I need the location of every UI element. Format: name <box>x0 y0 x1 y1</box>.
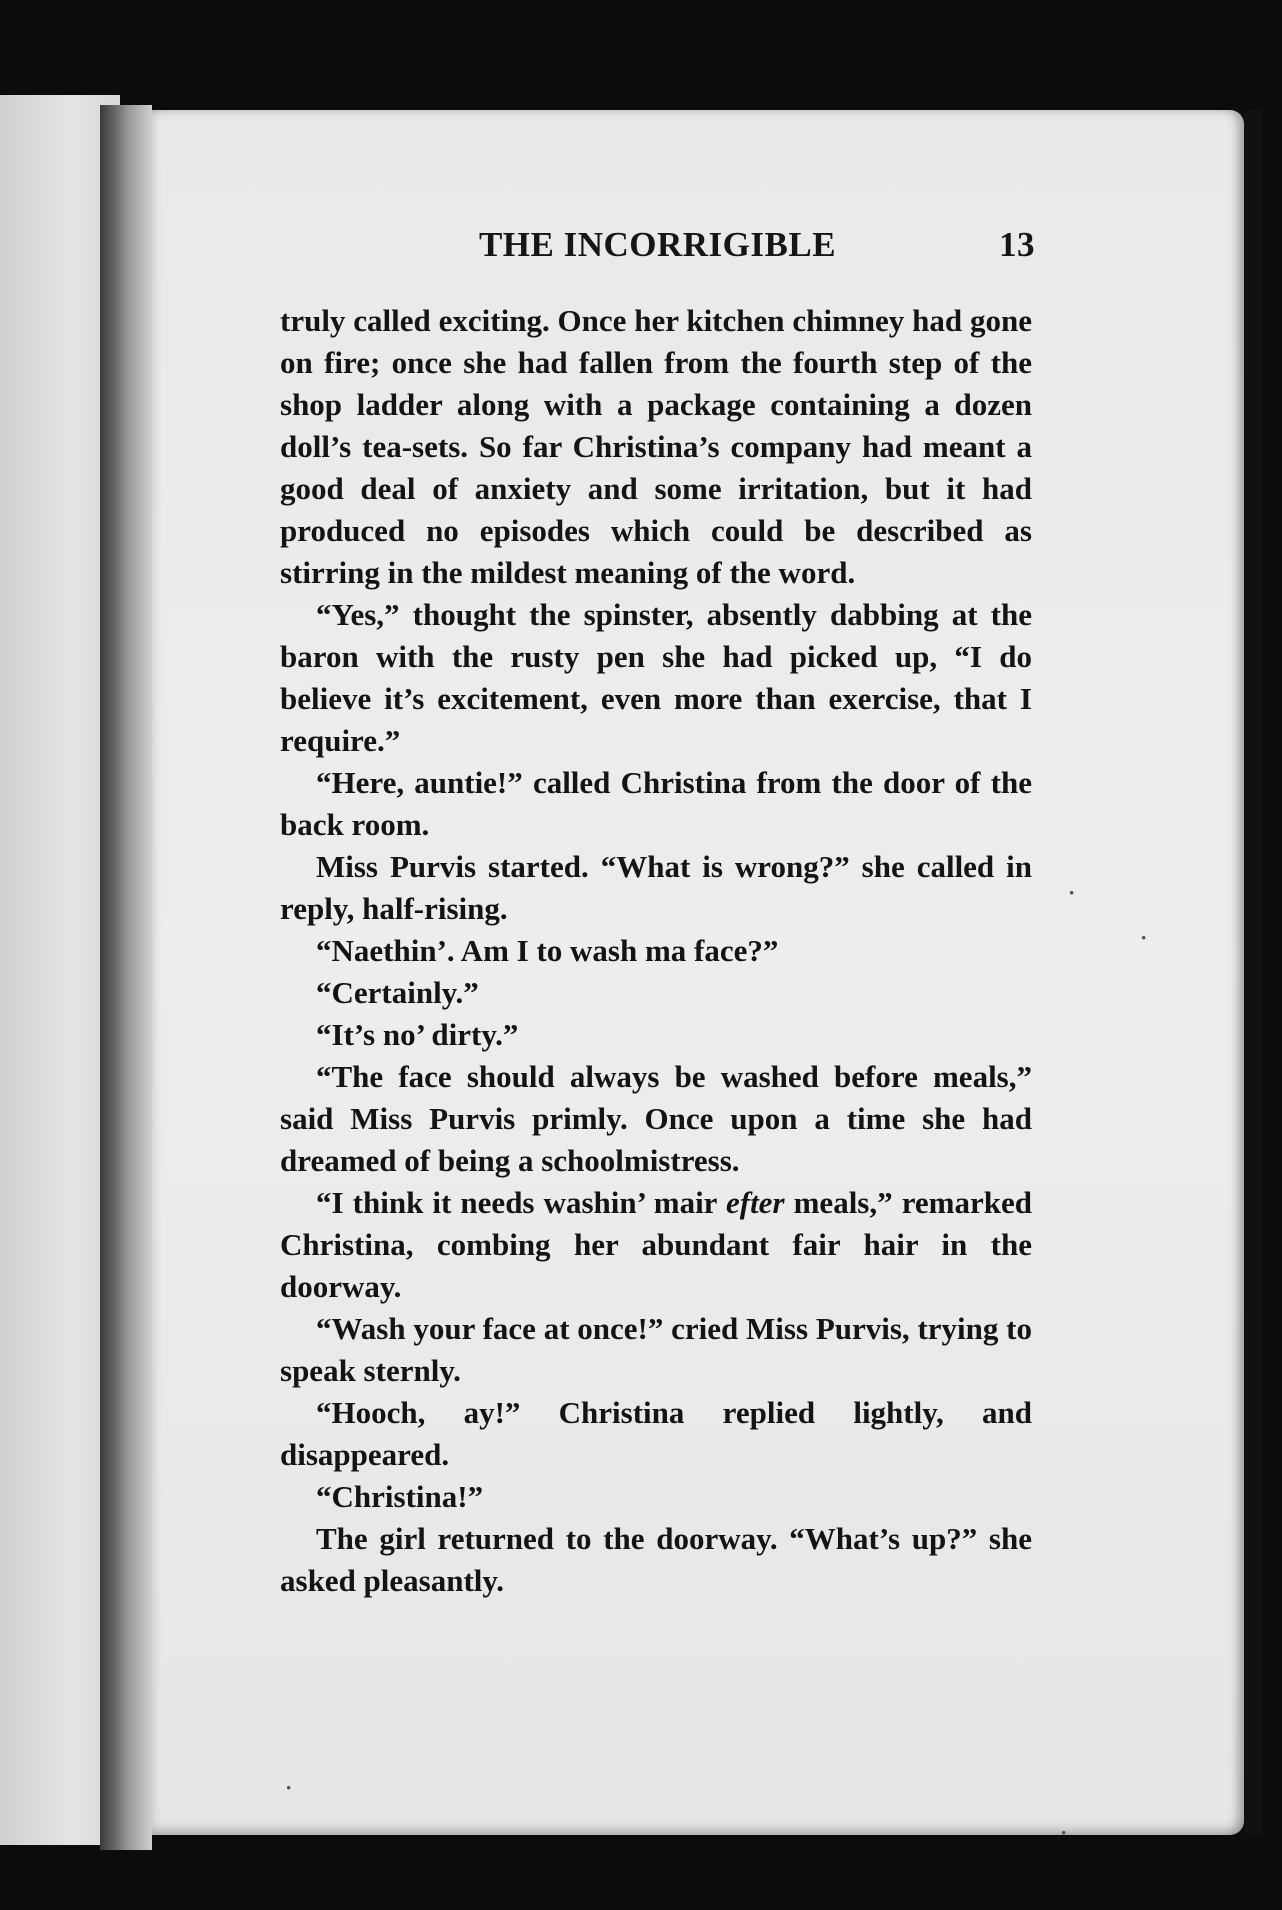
running-title: THE INCORRIGIBLE <box>478 225 837 264</box>
paragraph-13: The girl returned to the doorway. “What’s up?” she asked pleasantly. <box>280 1521 1032 1598</box>
paragraph-4: Miss Purvis started. “What is wrong?” she called in reply, half-rising. <box>280 849 1032 926</box>
print-speck: · <box>1068 880 1076 905</box>
paragraph-3: “Here, auntie!” called Christina from the door of the back room. <box>280 765 1032 842</box>
paragraph-6: “Certainly.” <box>316 975 479 1010</box>
page-text-body <box>280 300 1032 1602</box>
paragraph-8: “The face should always be washed before meals,” said Miss Purvis primly. Once upon a time she had dreamed of being a schoolmistress. <box>280 1059 1032 1178</box>
print-speck: · <box>285 1775 293 1800</box>
paragraph-9-text-after: meals,” remarked Christina, combing her abundant fair hair in the doorway. <box>280 1185 1032 1304</box>
page-number: 13 <box>999 225 1035 264</box>
paragraph-9 <box>280 1182 1032 1308</box>
paragraph-10: “Wash your face at once!” cried Miss Purvis, trying to speak sternly. <box>280 1311 1032 1388</box>
paragraph-2: “Yes,” thought the spinster, absently dabbing at the baron with the rusty pen she had picked up, “I do believe it’s excitement, even more than exercise, that I require.” <box>280 597 1032 758</box>
paragraph-9-text-before: “I think it needs washin’ mair <box>316 1185 726 1220</box>
book-binding-gutter <box>100 105 152 1850</box>
paragraph-12: “Christina!” <box>316 1479 484 1514</box>
page-header <box>280 225 1035 275</box>
paragraph-5: “Naethin’. Am I to wash ma face?” <box>316 933 779 968</box>
print-speck: · <box>1140 925 1148 950</box>
paragraph-7: “It’s no’ dirty.” <box>316 1017 519 1052</box>
paragraph-11: “Hooch, ay!” Christina replied lightly, and disappeared. <box>280 1395 1032 1472</box>
paragraph-9-emphasis: efter <box>725 1185 785 1220</box>
print-speck: · <box>1060 1820 1068 1845</box>
paragraph-1: truly called exciting. Once her kitchen chimney had gone on fire; once she had fallen from the fourth step of the shop ladder along with a package containing a dozen doll’s tea-sets. So far Christina’s company had meant a good deal of anxiety and some irritation, but it had produced no episodes which could be described as stirring in the mildest meaning of the word. <box>280 303 1032 590</box>
